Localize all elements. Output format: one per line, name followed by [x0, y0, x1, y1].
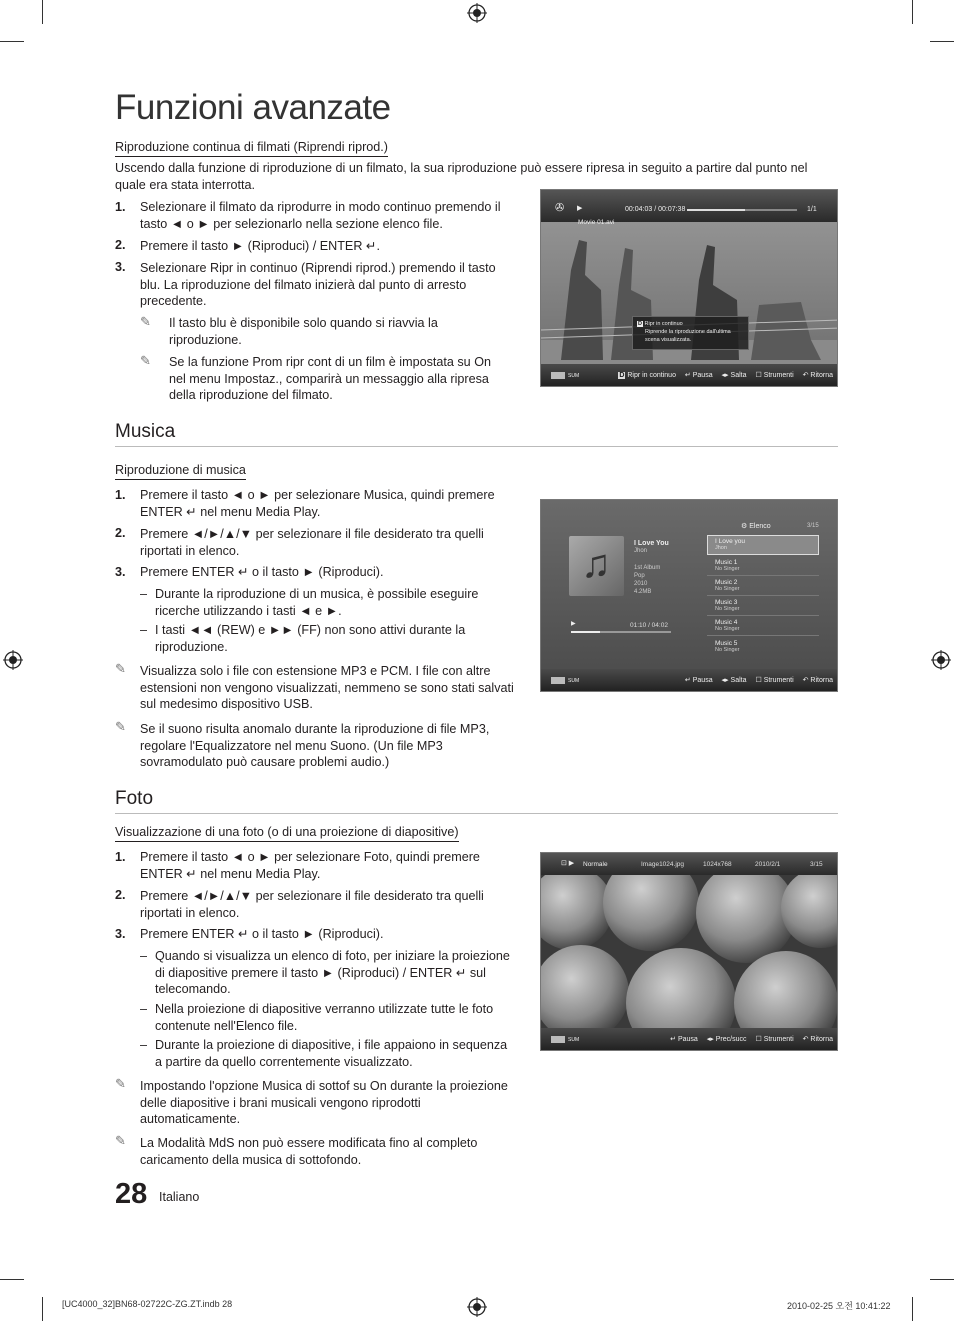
note-pencil-icon: ✎ [115, 1076, 126, 1091]
dash-text: Durante la proiezione di diapositive, i file appaiono in sequenza a partire da quello correntemente visualizzato. [155, 1038, 508, 1069]
video-count: 1/1 [807, 206, 817, 213]
note-pencil-icon: ✎ [115, 719, 126, 734]
photo-filename: Image1024.jpg [641, 861, 685, 868]
step-text: Selezionare Ripr in continuo (Riprendi riprod.) premendo il tasto blu. La riproduzione del filmato inizierà dal punto di arresto precedente. [140, 261, 496, 308]
page-title: Funzioni avanzate [115, 88, 391, 127]
heading-photo: Foto [115, 788, 838, 814]
dash-text: Quando si visualizza un elenco di foto, per iniziare la proiezione di diapositive premere il tasto ► (Riproduci) / ENTER ↵ sul telecomando. [155, 949, 510, 996]
list-item[interactable]: I Love you Jhon [707, 535, 819, 555]
crop-mark [930, 1279, 954, 1280]
sum-label: SUM [551, 372, 579, 379]
list-item[interactable]: Music 2 No Singer [707, 577, 819, 596]
music-controls [678, 676, 833, 684]
note-pencil-icon: ✎ [115, 661, 126, 676]
note-text: Se il suono risulta anomalo durante la riproduzione di file MP3, regolare l'Equalizzatore nel menu Suono. (Un file MP3 sovramodulato può causare problemi audio.) [140, 722, 490, 769]
photo-topbar [541, 853, 837, 875]
control-pause[interactable]: ↵ Pausa [670, 1036, 698, 1043]
photo-count: 3/15 [810, 861, 823, 868]
subheading-music: Riproduzione di musica [115, 463, 246, 480]
photo-date: 2010/2/1 [755, 861, 781, 868]
sum-label: SUM [551, 1036, 579, 1043]
apples-photo [541, 853, 838, 1051]
note-pencil-icon: ✎ [140, 314, 151, 329]
control-tools[interactable]: ☐ Strumenti [755, 677, 794, 684]
control-pause[interactable]: ↵ Pausa [684, 372, 713, 379]
step-number: 1. [115, 850, 126, 864]
control-skip[interactable]: ◂▸ Salta [721, 372, 747, 379]
photo-controls [663, 1035, 833, 1043]
music-progress-bar[interactable] [571, 631, 671, 633]
control-return[interactable]: ↶ Ritorna [802, 372, 833, 379]
video-topbar [541, 190, 837, 222]
video-screen [540, 189, 838, 387]
dash-bullet: – [140, 949, 148, 963]
play-status-icon: ▶ [571, 621, 576, 627]
track-title: I Love You [634, 540, 669, 547]
popup-title: Ripr in continuo [644, 321, 683, 327]
registration-mark-icon [3, 650, 23, 670]
step-number: 2. [115, 526, 126, 540]
step-text: Premere ENTER ↵ o il tasto ► (Riproduci). [140, 927, 384, 941]
control-return[interactable]: ↶ Ritorna [802, 677, 833, 684]
control-return[interactable]: ↶ Ritorna [802, 1036, 833, 1043]
dash-bullet: – [140, 1002, 148, 1016]
music-controlbar [541, 669, 837, 691]
footer-file: [UC4000_32]BN68-02722C-ZG.ZT.indb 28 [62, 1299, 233, 1309]
subheading-photo: Visualizzazione di una foto (o di una proiezione di diapositive) [115, 825, 459, 842]
photo-mode: Normale [583, 861, 608, 868]
dash-text: Durante la riproduzione di un musica, è possibile eseguire ricerche utilizzando i tasti ◄ e ►. [155, 587, 479, 618]
video-controls [611, 371, 833, 379]
dash-text: I tasti ◄◄ (REW) e ►► (FF) non sono attivi durante la riproduzione. [155, 623, 466, 654]
d-button-icon: D [638, 321, 642, 327]
photo-icon: ⊡ ▶ [561, 860, 575, 867]
list-item[interactable]: Music 5 No Singer [715, 640, 740, 653]
track-info: 1st Album Pop 2010 4.2MB [634, 565, 661, 595]
step-text: Premere il tasto ◄ o ► per selezionare Musica, quindi premere ENTER ↵ nel menu Media Play. [140, 488, 495, 519]
control-skip[interactable]: ◂▸ Salta [721, 677, 747, 684]
heading-music: Musica [115, 421, 838, 447]
photo-resolution: 1024x768 [703, 861, 732, 868]
dash-text: Nella proiezione di diapositive verranno utilizzate tutte le foto contenute nell'Elenco file. [155, 1002, 494, 1033]
step-text: Premere ◄/►/▲/▼ per selezionare il file desiderato tra quelli riportati in elenco. [140, 889, 484, 920]
dash-bullet: – [140, 623, 148, 637]
control-pause[interactable]: ↵ Pausa [684, 677, 713, 684]
intro-text: Uscendo dalla funzione di riproduzione di un filmato, la sua riproduzione può essere ripresa in seguito a partire dal punto nel quale era stata interrotta. [115, 161, 808, 192]
step-number: 3. [115, 260, 126, 274]
video-time: 00:04:03 / 00:07:38 [625, 206, 686, 213]
play-status-icon: ▶ [577, 205, 583, 212]
step-text: Premere ◄/►/▲/▼ per selezionare il file desiderato tra quelli riportati in elenco. [140, 527, 484, 558]
list-item[interactable]: Music 1 No Singer [707, 557, 819, 576]
note-text: Visualizza solo i file con estensione MP3 e PCM. I file con altre estensioni non vengono visualizzati, nemmeno se sono stati salvati sul medesimo dispositivo USB. [140, 664, 514, 711]
video-icon: ✇ [555, 202, 565, 214]
photo-controlbar [541, 1028, 837, 1050]
dash-bullet: – [140, 587, 148, 601]
dash-bullet: – [140, 1038, 148, 1052]
list-count: 3/15 [807, 523, 819, 529]
music-screen [540, 499, 838, 692]
resume-popup [632, 316, 749, 350]
popup-text: Riprende la riproduzione dall'ultima scena visualizzata. [645, 329, 731, 343]
note-text: Il tasto blu è disponibile solo quando si riavvia la riproduzione. [169, 316, 438, 347]
list-item[interactable]: Music 4 No Singer [707, 617, 819, 636]
crop-mark [930, 41, 954, 42]
control-resume[interactable]: D Ripr in continuo [619, 372, 676, 379]
sum-label: SUM [551, 677, 579, 684]
control-tools[interactable]: ☐ Strumenti [755, 372, 794, 379]
crop-mark [0, 41, 24, 42]
step-number: 2. [115, 238, 126, 252]
crop-mark [42, 0, 43, 24]
crop-mark [912, 0, 913, 24]
note-pencil-icon: ✎ [140, 353, 151, 368]
control-prevnext[interactable]: ◂▸ Prec/succ [706, 1036, 747, 1043]
step-number: 2. [115, 888, 126, 902]
step-text: Selezionare il filmato da riprodurre in modo continuo premendo il tasto ◄ o ► per selezionarlo nella sezione elenco file. [140, 200, 501, 231]
step-text: Premere ENTER ↵ o il tasto ► (Riproduci). [140, 565, 384, 579]
step-number: 1. [115, 488, 126, 502]
note-pencil-icon: ✎ [115, 1133, 126, 1148]
list-header: ⚙ Elenco [741, 523, 771, 530]
footer-date: 2010-02-25 오전 10:41:22 [787, 1301, 891, 1311]
music-list [707, 535, 819, 657]
music-time: 01:10 / 04:02 [630, 622, 668, 629]
crop-mark [0, 1279, 24, 1280]
step-number: 3. [115, 927, 126, 941]
photo-screen [540, 852, 838, 1051]
registration-mark-icon [467, 3, 487, 23]
step-number: 3. [115, 565, 126, 579]
note-text: Se la funzione Prom ripr cont di un film è impostata su On nel menu Impostaz., comparirà un messaggio alla ripresa della riproduzione del filmato. [169, 355, 491, 402]
step-text: Premere il tasto ◄ o ► per selezionare Foto, quindi premere ENTER ↵ nel menu Media Play. [140, 850, 480, 881]
list-item[interactable]: Music 3 No Singer [707, 597, 819, 616]
track-artist: Jhon [634, 548, 648, 554]
video-progress-bar[interactable] [687, 209, 797, 211]
registration-mark-icon [931, 650, 951, 670]
crop-mark [912, 1297, 913, 1321]
video-filename: Movie 01.avi [578, 219, 615, 226]
crop-mark [42, 1297, 43, 1321]
subheading-resume: Riproduzione continua di filmati (Riprendi riprod.) [115, 140, 388, 157]
step-number: 1. [115, 200, 126, 214]
video-controlbar [541, 364, 837, 386]
page-number: 28 [115, 1178, 148, 1210]
note-text: Impostando l'opzione Musica di sottof su On durante la proiezione delle diapositive i brani musicali vengono riprodotti automaticamente. [140, 1079, 508, 1126]
note-text: La Modalità MdS non può essere modificata fino al completo caricamento della musica di sottofondo. [140, 1136, 478, 1167]
step-text: Premere il tasto ► (Riproduci) / ENTER ↵. [140, 239, 380, 253]
music-note-icon: ♫ [581, 542, 611, 586]
registration-mark-icon [467, 1297, 487, 1317]
control-tools[interactable]: ☐ Strumenti [755, 1036, 794, 1043]
album-art [569, 536, 624, 596]
page-language: Italiano [159, 1190, 200, 1204]
